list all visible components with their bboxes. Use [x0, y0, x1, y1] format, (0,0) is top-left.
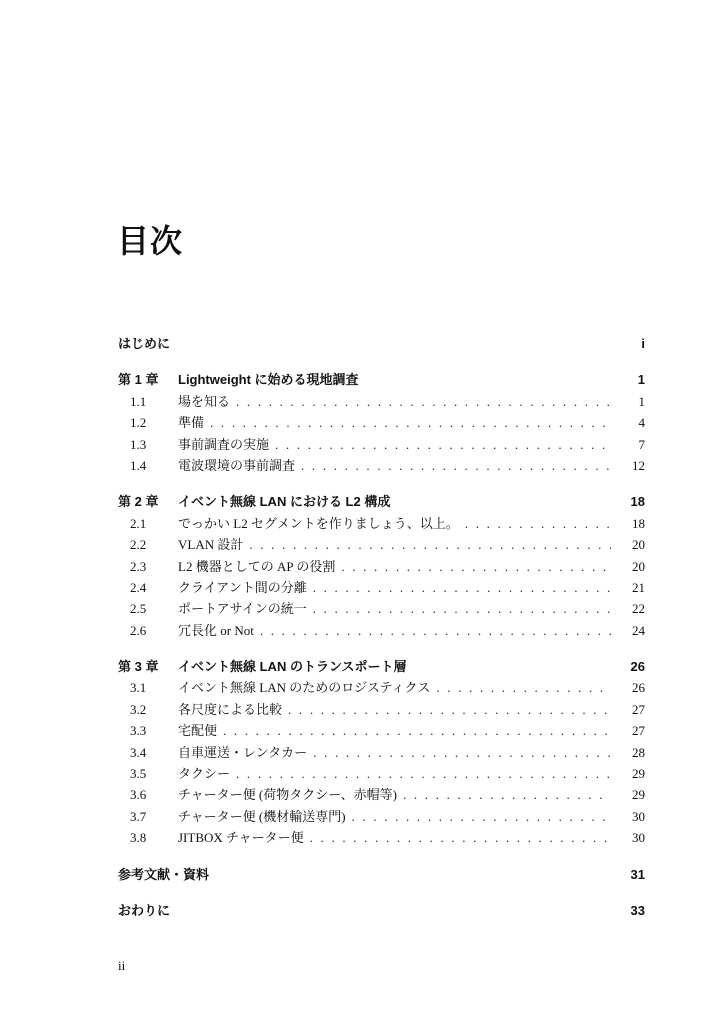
entry-number: 3.5	[130, 766, 147, 782]
entry-title: クライアント間の分離	[178, 579, 307, 595]
entry-title: チャーター便 (荷物タクシー、赤帽等)	[178, 787, 397, 803]
toc-section-entry[interactable]	[118, 806, 645, 827]
entry-page: 1	[638, 393, 645, 409]
entry-number: 3.2	[130, 701, 147, 717]
entry-number: 3.7	[130, 808, 147, 824]
dot-leader	[275, 437, 611, 453]
entry-title: イベント無線 LAN のトランスポート層	[178, 659, 407, 675]
dot-leader	[341, 559, 611, 575]
entry-page: 27	[632, 723, 645, 739]
entry-number: 2.5	[130, 601, 147, 617]
entry-number: 3.1	[130, 680, 147, 696]
entry-page: 30	[632, 808, 645, 824]
toc-section-entry[interactable]	[118, 534, 645, 555]
entry-page: 28	[632, 744, 645, 760]
dot-leader	[260, 623, 611, 639]
toc-section-entry[interactable]	[118, 412, 645, 433]
entry-number: 3.3	[130, 723, 147, 739]
entry-page: 18	[630, 494, 645, 510]
dot-leader	[210, 415, 611, 431]
entry-page: 24	[632, 622, 645, 638]
entry-number: 2.3	[130, 558, 147, 574]
entry-page: 20	[632, 537, 645, 553]
entry-number: 3.8	[130, 830, 147, 846]
toc-section-entry[interactable]	[118, 577, 645, 598]
toc-section-entry[interactable]	[118, 620, 645, 641]
dot-leader	[352, 809, 611, 825]
entry-title: Lightweight に始める現地調査	[178, 372, 359, 388]
entry-title: 自車運送・レンタカー	[178, 744, 308, 760]
entry-number: 2.4	[130, 579, 147, 595]
entry-title: 宅配便	[178, 723, 218, 739]
entry-number: 第 3 章	[118, 659, 159, 675]
entry-title: タクシー	[178, 766, 231, 782]
entry-title: 電波環境の事前調査	[178, 457, 296, 473]
entry-title: L2 機器としての AP の役割	[178, 558, 336, 574]
entry-title: 冗長化 or Not	[178, 622, 254, 638]
entry-page: 21	[632, 579, 645, 595]
toc-section-entry[interactable]	[118, 556, 645, 577]
entry-number: 1.3	[130, 436, 147, 452]
entry-page: 27	[632, 701, 645, 717]
dot-leader	[465, 516, 611, 532]
entry-title: イベント無線 LAN における L2 構成	[178, 494, 391, 510]
entry-number: 2.2	[130, 537, 147, 553]
entry-page: 12	[632, 457, 645, 473]
entry-number: 1.2	[130, 415, 147, 431]
toc-section-entry[interactable]	[118, 742, 645, 763]
table-of-contents	[118, 333, 645, 921]
toc-section-entry[interactable]	[118, 598, 645, 619]
dot-leader	[223, 723, 611, 739]
entry-title: 各尺度による比較	[178, 701, 283, 717]
toc-front-entry[interactable]	[118, 333, 645, 354]
entry-number: 2.6	[130, 622, 147, 638]
dot-leader	[236, 394, 611, 410]
toc-section-entry[interactable]	[118, 434, 645, 455]
dot-leader	[310, 830, 611, 846]
toc-chapter-entry[interactable]	[118, 656, 645, 677]
dot-leader	[249, 537, 611, 553]
entry-title: チャーター便 (機材輸送専門)	[178, 808, 346, 824]
dot-leader	[313, 580, 611, 596]
dot-leader	[313, 601, 611, 617]
entry-page: 29	[632, 787, 645, 803]
dot-leader	[288, 702, 611, 718]
toc-section-entry[interactable]	[118, 720, 645, 741]
entry-title: ポートアサインの統一	[178, 601, 307, 617]
toc-section-entry[interactable]	[118, 784, 645, 805]
entry-number: 1.1	[130, 393, 147, 409]
page-number: ii	[118, 958, 126, 973]
entry-page: 20	[632, 558, 645, 574]
entry-title: 事前調査の実施	[178, 436, 270, 452]
dot-leader	[301, 458, 611, 474]
entry-page: i	[641, 336, 645, 351]
toc-section-entry[interactable]	[118, 677, 645, 698]
entry-number: 第 2 章	[118, 494, 159, 510]
toc-back-entry[interactable]	[118, 864, 645, 885]
toc-section-entry[interactable]	[118, 827, 645, 848]
toc-section-entry[interactable]	[118, 513, 645, 534]
entry-title: 参考文献・資料	[118, 866, 210, 882]
entry-title: VLAN 設計	[178, 537, 244, 553]
entry-title: JITBOX チャーター便	[178, 830, 304, 846]
entry-page: 1	[637, 372, 645, 388]
entry-number: 3.6	[130, 787, 147, 803]
dot-leader	[403, 787, 611, 803]
entry-page: 33	[630, 902, 645, 918]
toc-back-entry[interactable]	[118, 900, 645, 921]
entry-page: 26	[630, 659, 645, 675]
entry-page: 22	[632, 601, 645, 617]
entry-title: おわりに	[118, 902, 171, 918]
toc-section-entry[interactable]	[118, 763, 645, 784]
entry-page: 26	[632, 680, 645, 696]
toc-chapter-entry[interactable]	[118, 369, 645, 390]
dot-leader	[236, 766, 611, 782]
entry-page: 29	[632, 766, 645, 782]
toc-section-entry[interactable]	[118, 455, 645, 476]
entry-page: 4	[638, 415, 645, 431]
entry-number: 3.4	[130, 744, 147, 760]
entry-title: でっかい L2 セグメントを作りましょう、以上。	[178, 515, 459, 531]
entry-title: 準備	[178, 415, 205, 431]
entry-page: 31	[630, 866, 645, 882]
entry-page: 7	[638, 436, 645, 452]
entry-title: 場を知る	[178, 393, 231, 409]
entry-title: はじめに	[118, 336, 171, 351]
entry-number: 第 1 章	[118, 372, 159, 388]
toc-section-entry[interactable]	[118, 391, 645, 412]
entry-number: 2.1	[130, 515, 147, 531]
page-title: 目次	[117, 222, 184, 260]
toc-chapter-entry[interactable]	[118, 491, 645, 512]
dot-leader	[313, 745, 611, 761]
entry-title: イベント無線 LAN のためのロジスティクス	[178, 680, 431, 696]
entry-number: 1.4	[130, 457, 147, 473]
toc-section-entry[interactable]	[118, 699, 645, 720]
entry-page: 30	[632, 830, 645, 846]
entry-page: 18	[632, 515, 645, 531]
dot-leader	[436, 680, 611, 696]
